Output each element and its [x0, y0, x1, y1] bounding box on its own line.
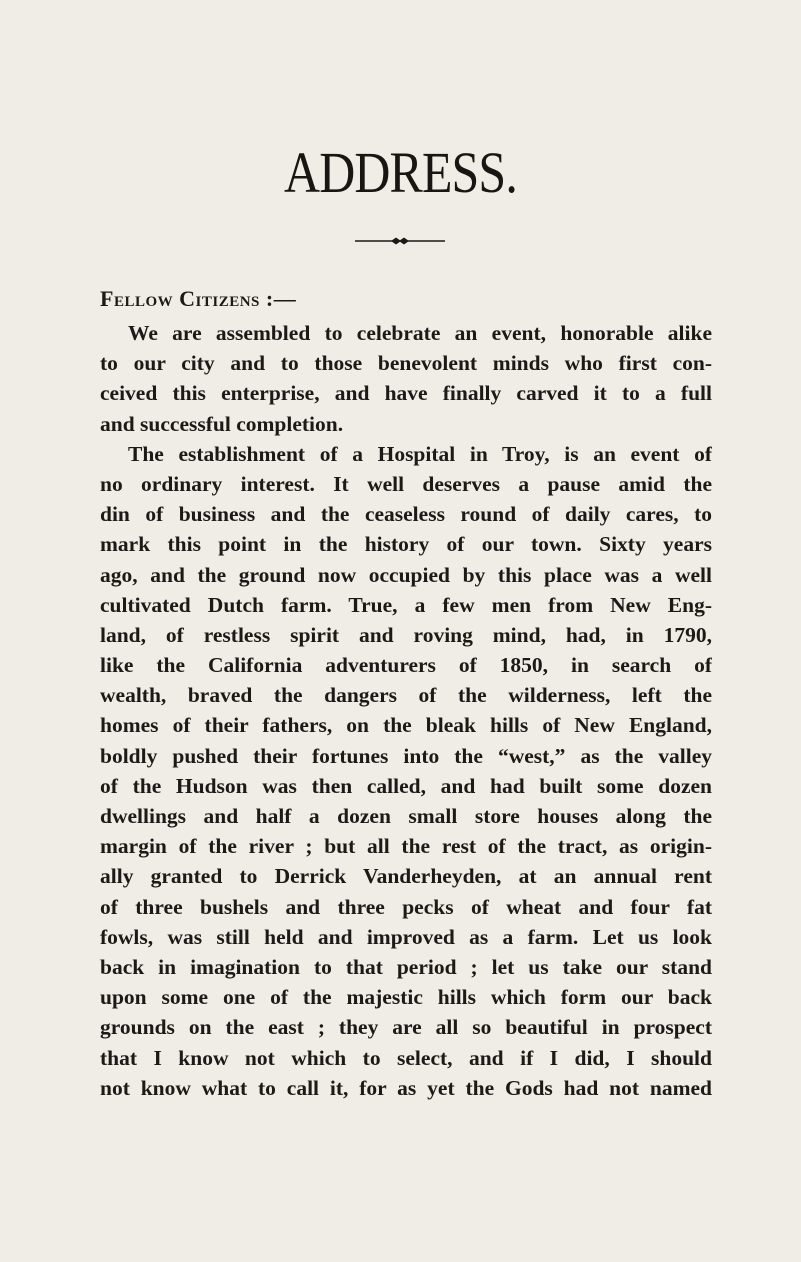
text-line: din of business and the ceaseless round of daily cares, to: [100, 502, 712, 527]
text-line: of three bushels and three pecks of wheat and four fat: [100, 894, 712, 919]
text-line: wealth, braved the dangers of the wilderness, left the: [100, 683, 712, 708]
text-line: We are assembled to celebrate an event, honorable alike: [128, 321, 712, 345]
text-line: not know what to call it, for as yet the Gods had not named: [100, 1075, 712, 1100]
text-line: grounds on the east ; they are all so beautiful in prospect: [100, 1015, 712, 1040]
text-line: dwellings and half a dozen small store houses along the: [100, 804, 712, 828]
text-line: and successful completion.: [100, 411, 344, 436]
text-line: fowls, was still held and improved as a farm. Let us look: [100, 924, 712, 949]
text-line: mark this point in the history of our town. Sixty years: [100, 532, 712, 557]
text-line: upon some one of the majestic hills which form our back: [100, 985, 712, 1010]
diamond-ornament-icon: [355, 236, 445, 246]
text-line: cultivated Dutch farm. True, a few men from New Eng-: [100, 592, 712, 617]
paragraph-2: [100, 439, 712, 1103]
body-text: [100, 318, 712, 1103]
page-title: ADDRESS.: [284, 140, 517, 205]
text-line: ceived this enterprise, and have finally carved it to a full: [100, 381, 712, 406]
text-line: homes of their fathers, on the bleak hills of New England,: [100, 713, 712, 738]
salutation: [100, 284, 296, 314]
text-line: The establishment of a Hospital in Troy, is an event of: [128, 441, 712, 466]
text-line: boldly pushed their fortunes into the “west,” as the valley: [100, 743, 712, 768]
text-line: no ordinary interest. It well deserves a pause amid the: [100, 471, 712, 496]
text-line: back in imagination to that period ; let us take our stand: [100, 954, 712, 979]
text-line: ally granted to Derrick Vanderheyden, at an annual rent: [100, 864, 712, 889]
text-line: ago, and the ground now occupied by this place was a well: [100, 562, 712, 587]
text-line: to our city and to those benevolent minds who first con-: [100, 351, 712, 376]
paragraph-1: [100, 318, 712, 439]
text-line: of the Hudson was then called, and had built some dozen: [100, 773, 712, 798]
text-line: margin of the river ; but all the rest of the tract, as origin-: [100, 834, 712, 859]
text-line: land, of restless spirit and roving mind, had, in 1790,: [100, 622, 712, 647]
text-line: like the California adventurers of 1850, in search of: [100, 653, 712, 678]
text-line: that I know not which to select, and if I did, I should: [100, 1045, 712, 1070]
salutation-text: Fellow Citizens :—: [100, 286, 297, 311]
